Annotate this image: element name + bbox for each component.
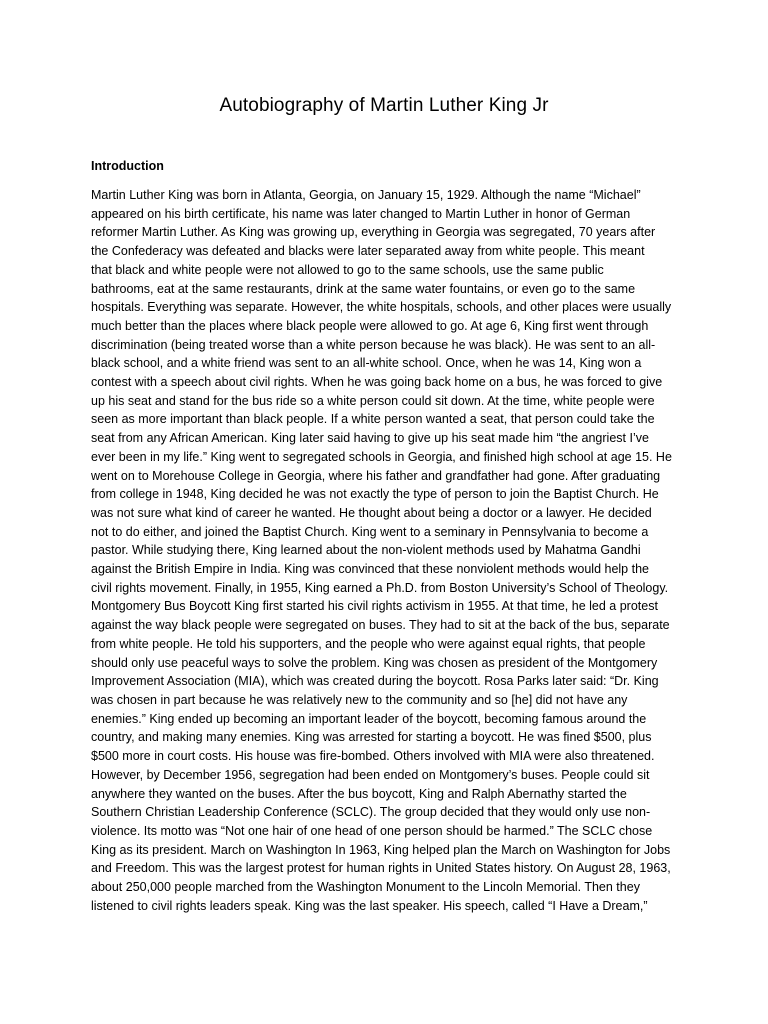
body-line: contest with a speech about civil rights. When he was going back home on a bus, he was forced to give (91, 375, 663, 390)
body-line: seat from any African American. King later said having to give up his seat made him “the angriest I’ve (91, 431, 649, 446)
body-line: listened to civil rights leaders speak. King was the last speaker. His speech, called “I Have a Dream,” (91, 898, 648, 913)
document-title: Autobiography of Martin Luther King Jr (219, 95, 549, 116)
body-line: ever been in my life.” King went to segregated schools in Georgia, and finished high school at age 15. He (91, 449, 672, 464)
body-line: seen as more important than black people. If a white person wanted a seat, that person could take the (91, 412, 655, 427)
body-line: up his seat and stand for the bus ride so a white person could sit down. At the time, white people were (91, 393, 655, 408)
body-line: against the way black people were segregated on buses. They had to sit at the back of the bus, separate (91, 618, 670, 633)
body-line: civil rights movement. Finally, in 1955, King earned a Ph.D. from Boston University’s School of Theology. (91, 580, 669, 595)
body-line: not to do either, and joined the Baptist Church. King went to a seminary in Pennsylvania to become a (91, 524, 649, 539)
body-line: and Freedom. This was the largest protest for human rights in United States history. On August 28, 1963, (91, 861, 671, 876)
body-line: country, and making many enemies. King was arrested for starting a boycott. He was fined $500, plus (91, 730, 652, 745)
body-line: that black and white people were not allowed to go to the same schools, use the same public (91, 262, 604, 277)
body-line: Southern Christian Leadership Conference (SCLC). The group decided that they would only use non- (91, 805, 651, 820)
body-line: violence. Its motto was “Not one hair of one head of one person should be harmed.” The SCLC chose (91, 823, 653, 838)
body-paragraph (91, 186, 691, 915)
body-line: black school, and a white friend was sent to an all-white school. Once, when he was 14, King won a (91, 356, 642, 371)
body-line: much better than the places where black people were allowed to go. At age 6, King first went through (91, 318, 649, 333)
body-line: against the British Empire in India. King was convinced that these nonviolent methods would help the (91, 562, 649, 577)
section-heading-introduction: Introduction (91, 159, 164, 173)
body-line: was chosen in part because he was relatively new to the community and so [he] did not have any (91, 692, 628, 707)
body-line: anywhere they wanted on the buses. After the bus boycott, King and Ralph Abernathy started the (91, 786, 627, 801)
body-line: pastor. While studying there, King learned about the non-violent methods used by Mahatma Gandhi (91, 543, 641, 558)
body-line: reformer Martin Luther. As King was growing up, everything in Georgia was segregated, 70 years after (91, 225, 656, 240)
body-line: appeared on his birth certificate, his name was later changed to Martin Luther in honor of German (91, 206, 631, 221)
body-line: King as its president. March on Washington In 1963, King helped plan the March on Washington for Jobs (91, 842, 671, 857)
body-line: about 250,000 people marched from the Washington Monument to the Lincoln Memorial. Then they (91, 880, 640, 895)
body-line: Montgomery Bus Boycott King first started his civil rights activism in 1955. At that time, he led a protest (91, 599, 658, 614)
body-line: $500 more in court costs. His house was fire-bombed. Others involved with MIA were also threatened. (91, 749, 655, 764)
body-line: hospitals. Everything was separate. However, the white hospitals, schools, and other places were usually (91, 300, 672, 315)
body-line: Improvement Association (MIA), which was created during the boycott. Rosa Parks later said: “Dr. King (91, 674, 659, 689)
body-line: enemies.” King ended up becoming an important leader of the boycott, becoming famous around the (91, 711, 647, 726)
body-line: went on to Morehouse College in Georgia, where his father and grandfather had gone. After graduating (91, 468, 661, 483)
body-line: bathrooms, eat at the same restaurants, drink at the same water fountains, or even go to the same (91, 281, 636, 296)
body-line: Martin Luther King was born in Atlanta, Georgia, on January 15, 1929. Although the name “Michael” (91, 188, 641, 202)
body-line: from white people. He told his supporters, and the people who were against equal rights, that people (91, 636, 646, 651)
body-line: However, by December 1956, segregation had been ended on Montgomery’s buses. People could sit (91, 767, 650, 782)
body-line: discrimination (being treated worse than a white person because he was black). He was sent to an all- (91, 337, 656, 352)
body-line: was not sure what kind of career he wanted. He thought about being a doctor or a lawyer. He decided (91, 505, 652, 520)
body-line: from college in 1948, King decided he was not exactly the type of person to join the Baptist Church. He (91, 487, 659, 502)
body-line: the Confederacy was defeated and blacks were later separated away from white people. This meant (91, 244, 645, 259)
body-line: should only use peaceful ways to solve the problem. King was chosen as president of the Montgomery (91, 655, 658, 670)
